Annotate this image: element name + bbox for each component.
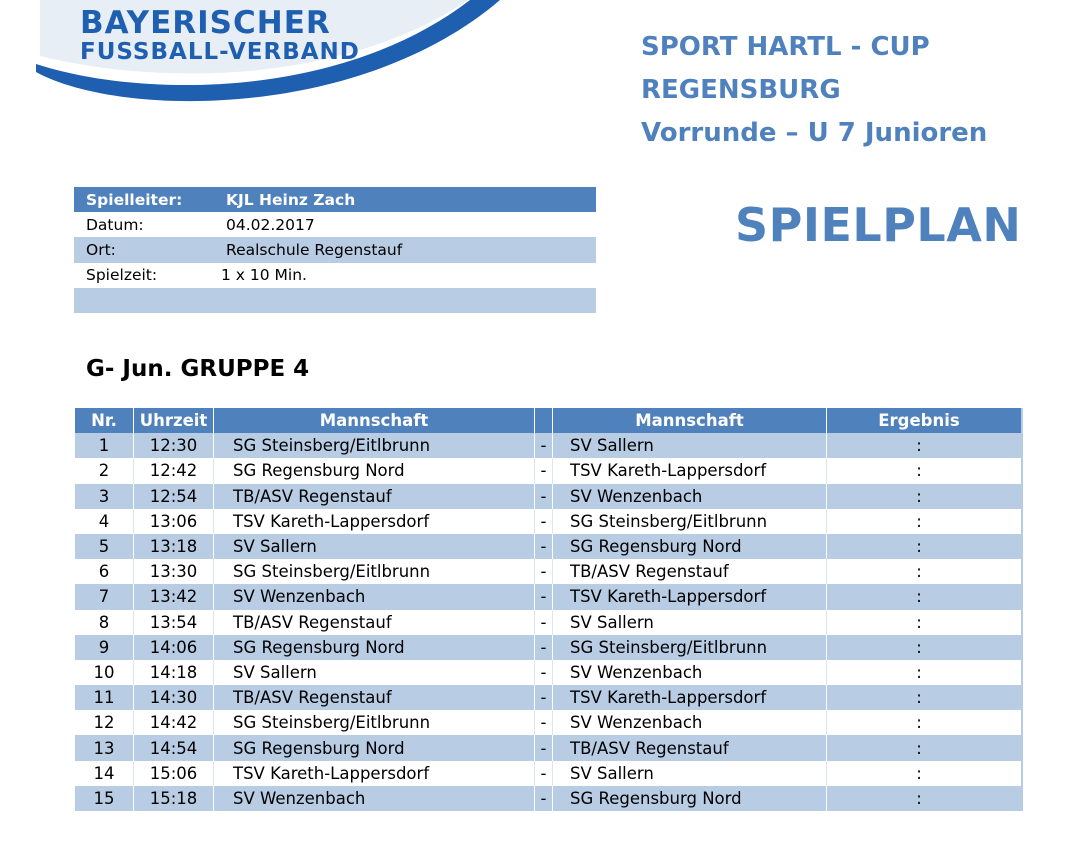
match-number: 5	[75, 534, 134, 559]
match-separator: -	[535, 660, 553, 685]
match-number: 2	[75, 458, 134, 483]
info-label: Datum:	[86, 215, 144, 234]
match-result: :	[916, 788, 922, 808]
match-result: :	[916, 486, 922, 506]
away-team: TB/ASV Regenstauf	[553, 559, 827, 584]
header-time: Uhrzeit	[134, 408, 214, 433]
table-row	[75, 509, 1021, 534]
info-row-spielleiter	[74, 187, 596, 212]
info-row-spielzeit	[74, 263, 596, 288]
match-time: 13:42	[134, 584, 214, 609]
schedule-table	[75, 408, 1023, 811]
title-line-3: Vorrunde – U 7 Junioren	[641, 118, 988, 148]
group-title: G- Jun. GRUPPE 4	[86, 356, 310, 382]
home-team: TB/ASV Regenstauf	[214, 685, 535, 710]
header-home-team: Mannschaft	[214, 408, 535, 433]
logo-line-1: BAYERISCHER	[80, 5, 331, 41]
match-separator: -	[535, 534, 553, 559]
table-row	[75, 660, 1021, 685]
table-row	[75, 584, 1021, 609]
table-row	[75, 735, 1021, 760]
match-number: 14	[75, 761, 134, 786]
home-team: TSV Kareth-Lappersdorf	[214, 509, 535, 534]
match-time: 13:06	[134, 509, 214, 534]
away-team: TSV Kareth-Lappersdorf	[553, 584, 827, 609]
table-row	[75, 710, 1021, 735]
match-result: :	[916, 562, 922, 582]
info-row-datum	[74, 212, 596, 237]
home-team: TB/ASV Regenstauf	[214, 610, 535, 635]
match-time: 12:42	[134, 458, 214, 483]
away-team: SV Sallern	[553, 610, 827, 635]
home-team: SG Regensburg Nord	[214, 735, 535, 760]
match-number: 10	[75, 660, 134, 685]
match-time: 14:30	[134, 685, 214, 710]
table-row	[75, 534, 1021, 559]
header-away-team: Mannschaft	[553, 408, 827, 433]
info-value: 04.02.2017	[226, 215, 315, 234]
match-time: 14:18	[134, 660, 214, 685]
match-separator: -	[535, 710, 553, 735]
table-row	[75, 610, 1021, 635]
match-result: :	[916, 612, 922, 632]
home-team: SV Sallern	[214, 534, 535, 559]
home-team: SV Sallern	[214, 660, 535, 685]
match-separator: -	[535, 559, 553, 584]
match-number: 12	[75, 710, 134, 735]
match-separator: -	[535, 685, 553, 710]
match-number: 11	[75, 685, 134, 710]
match-separator: -	[535, 484, 553, 509]
table-row	[75, 458, 1021, 483]
home-team: SG Steinsberg/Eitlbrunn	[214, 559, 535, 584]
table-row	[75, 786, 1021, 811]
match-result: :	[916, 511, 922, 531]
away-team: TSV Kareth-Lappersdorf	[553, 458, 827, 483]
match-separator: -	[535, 584, 553, 609]
match-number: 9	[75, 635, 134, 660]
match-time: 15:06	[134, 761, 214, 786]
match-separator: -	[535, 610, 553, 635]
match-number: 3	[75, 484, 134, 509]
match-time: 13:54	[134, 610, 214, 635]
match-time: 12:54	[134, 484, 214, 509]
info-row-blank	[74, 288, 596, 313]
match-time: 14:06	[134, 635, 214, 660]
match-result: :	[916, 537, 922, 557]
away-team: SG Regensburg Nord	[553, 786, 827, 811]
logo-line-2: FUSSBALL-VERBAND	[80, 39, 360, 65]
match-separator: -	[535, 635, 553, 660]
match-result: :	[916, 637, 922, 657]
match-separator: -	[535, 458, 553, 483]
header-nr: Nr.	[75, 408, 134, 433]
info-label: Ort:	[86, 240, 116, 259]
away-team: SV Wenzenbach	[553, 484, 827, 509]
match-result: :	[916, 763, 922, 783]
table-row	[75, 484, 1021, 509]
away-team: TB/ASV Regenstauf	[553, 735, 827, 760]
title-line-2: REGENSBURG	[641, 75, 841, 105]
schedule-body	[75, 433, 1021, 811]
away-team: SV Wenzenbach	[553, 710, 827, 735]
table-row	[75, 685, 1021, 710]
away-team: SV Wenzenbach	[553, 660, 827, 685]
away-team: SG Steinsberg/Eitlbrunn	[553, 509, 827, 534]
match-result: :	[916, 587, 922, 607]
schedule-header-row	[75, 408, 1021, 433]
match-separator: -	[535, 786, 553, 811]
match-number: 7	[75, 584, 134, 609]
info-value: 1 x 10 Min.	[221, 266, 307, 285]
match-time: 14:42	[134, 710, 214, 735]
home-team: SV Wenzenbach	[214, 786, 535, 811]
info-row-ort	[74, 237, 596, 262]
home-team: SG Steinsberg/Eitlbrunn	[214, 710, 535, 735]
title-line-1: SPORT HARTL - CUP	[641, 32, 930, 62]
tournament-title	[641, 26, 987, 155]
match-result: :	[916, 738, 922, 758]
match-separator: -	[535, 509, 553, 534]
away-team: TSV Kareth-Lappersdorf	[553, 685, 827, 710]
match-time: 13:18	[134, 534, 214, 559]
match-time: 12:30	[134, 433, 214, 458]
match-separator: -	[535, 735, 553, 760]
home-team: SG Regensburg Nord	[214, 458, 535, 483]
header-result: Ergebnis	[878, 411, 960, 431]
match-number: 6	[75, 559, 134, 584]
table-row	[75, 761, 1021, 786]
bfv-logo	[80, 5, 360, 65]
away-team: SG Steinsberg/Eitlbrunn	[553, 635, 827, 660]
home-team: SV Wenzenbach	[214, 584, 535, 609]
header-separator	[535, 408, 553, 433]
info-table	[74, 187, 596, 313]
info-label: Spielzeit:	[86, 266, 158, 285]
home-team: SG Regensburg Nord	[214, 635, 535, 660]
table-row	[75, 635, 1021, 660]
match-number: 8	[75, 610, 134, 635]
match-number: 1	[75, 433, 134, 458]
info-label: Spielleiter:	[86, 190, 183, 209]
home-team: SG Steinsberg/Eitlbrunn	[214, 433, 535, 458]
match-time: 14:54	[134, 735, 214, 760]
spielplan-heading: SPIELPLAN	[735, 198, 1022, 252]
info-value: Realschule Regenstauf	[226, 240, 403, 259]
match-result: :	[916, 436, 922, 456]
match-result: :	[916, 662, 922, 682]
match-result: :	[916, 461, 922, 481]
match-time: 13:30	[134, 559, 214, 584]
home-team: TSV Kareth-Lappersdorf	[214, 761, 535, 786]
match-number: 4	[75, 509, 134, 534]
table-row	[75, 559, 1021, 584]
match-separator: -	[535, 761, 553, 786]
away-team: SV Sallern	[553, 761, 827, 786]
info-value: KJL Heinz Zach	[226, 190, 356, 209]
match-result: :	[916, 713, 922, 733]
match-number: 15	[75, 786, 134, 811]
away-team: SG Regensburg Nord	[553, 534, 827, 559]
match-number: 13	[75, 735, 134, 760]
away-team: SV Sallern	[553, 433, 827, 458]
match-separator: -	[535, 433, 553, 458]
home-team: TB/ASV Regenstauf	[214, 484, 535, 509]
match-result: :	[916, 688, 922, 708]
table-row	[75, 433, 1021, 458]
match-time: 15:18	[134, 786, 214, 811]
